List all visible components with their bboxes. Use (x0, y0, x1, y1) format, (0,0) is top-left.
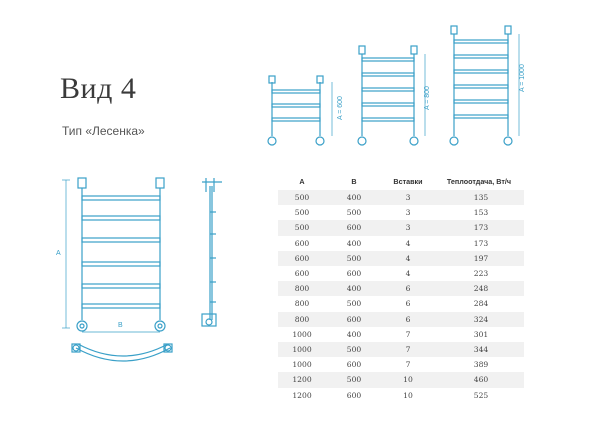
table-cell: 153 (473, 208, 489, 218)
table-cell: 4 (382, 251, 434, 266)
table-cell: 460 (434, 372, 524, 387)
table-row (278, 281, 524, 296)
table-cell: 400 (326, 190, 382, 205)
page-title: Вид 4 (60, 72, 137, 105)
table-cell: 10 (403, 390, 413, 400)
table-cell: 7 (405, 360, 411, 370)
table-row (278, 266, 524, 281)
table-cell: 197 (434, 251, 524, 266)
page-subtitle: Тип «Лесенка» (62, 124, 145, 138)
table-cell: 344 (434, 342, 524, 357)
dim-label-a: A (56, 250, 61, 257)
table-cell: 500 (346, 299, 362, 309)
table-row (278, 342, 524, 357)
table-cell: 1000 (292, 360, 312, 370)
table-row (278, 357, 524, 372)
dryer-top-view (68, 340, 178, 370)
col-header-heat-output: Теплоотдача, Вт/ч (446, 176, 512, 186)
table-cell: 1000 (278, 342, 326, 357)
table-row (278, 327, 524, 342)
spec-table-body (278, 190, 524, 403)
table-cell: 10 (382, 372, 434, 387)
col-header-b: B (351, 176, 357, 186)
dryer-diagram-a1000 (444, 22, 524, 150)
dryer-diagram-a800 (350, 40, 430, 150)
table-row (278, 372, 524, 387)
table-cell: 7 (382, 342, 434, 357)
table-cell: 1200 (292, 390, 312, 400)
table-cell: 4 (405, 269, 411, 279)
table-cell: 3 (382, 220, 434, 235)
dim-label-a1000: A = 1000 (519, 64, 526, 92)
spec-table (278, 172, 524, 403)
table-cell: 500 (326, 251, 382, 266)
table-cell: 500 (278, 220, 326, 235)
table-cell: 324 (434, 312, 524, 327)
table-cell: 500 (346, 208, 362, 218)
table-cell: 600 (294, 269, 310, 279)
dim-label-a800: A = 800 (424, 86, 431, 110)
table-header-row (278, 172, 524, 190)
table-cell: 800 (278, 312, 326, 327)
table-row (278, 205, 524, 220)
table-cell: 223 (473, 269, 489, 279)
table-cell: 500 (326, 342, 382, 357)
table-cell: 600 (346, 360, 362, 370)
table-cell: 1000 (292, 329, 312, 339)
table-cell: 500 (294, 208, 310, 218)
table-cell: 1200 (278, 372, 326, 387)
table-cell: 3 (405, 208, 411, 218)
table-cell: 600 (326, 220, 382, 235)
table-cell: 284 (473, 299, 489, 309)
col-header-a: A (299, 176, 305, 186)
table-row (278, 190, 524, 205)
table-cell: 4 (405, 238, 411, 248)
table-cell: 400 (346, 238, 362, 248)
table-row (278, 251, 524, 266)
table-cell: 173 (473, 238, 489, 248)
dryer-side-view (192, 172, 232, 338)
table-cell: 400 (346, 329, 362, 339)
table-cell: 600 (346, 390, 362, 400)
table-cell: 3 (382, 190, 434, 205)
table-cell: 6 (382, 312, 434, 327)
table-cell: 389 (473, 360, 489, 370)
table-cell: 301 (473, 329, 489, 339)
table-cell: 800 (294, 299, 310, 309)
col-header-inserts: Вставки (393, 176, 423, 186)
table-cell: 173 (434, 220, 524, 235)
table-cell: 500 (278, 190, 326, 205)
table-row (278, 388, 524, 403)
table-cell: 7 (405, 329, 411, 339)
table-cell: 135 (434, 190, 524, 205)
table-cell: 500 (326, 372, 382, 387)
table-cell: 248 (434, 281, 524, 296)
dim-label-b: B (118, 322, 123, 329)
dim-label-a600: A = 600 (337, 96, 344, 120)
table-cell: 400 (326, 281, 382, 296)
dryer-front-view (60, 172, 190, 338)
table-cell: 600 (326, 312, 382, 327)
table-row (278, 220, 524, 235)
table-cell: 6 (382, 281, 434, 296)
table-row (278, 236, 524, 251)
table-cell: 525 (473, 390, 489, 400)
dryer-diagram-a600 (262, 70, 342, 150)
table-cell: 600 (294, 238, 310, 248)
table-cell: 600 (346, 269, 362, 279)
table-row (278, 312, 524, 327)
table-row (278, 296, 524, 311)
table-cell: 800 (278, 281, 326, 296)
table-cell: 600 (278, 251, 326, 266)
table-cell: 6 (405, 299, 411, 309)
